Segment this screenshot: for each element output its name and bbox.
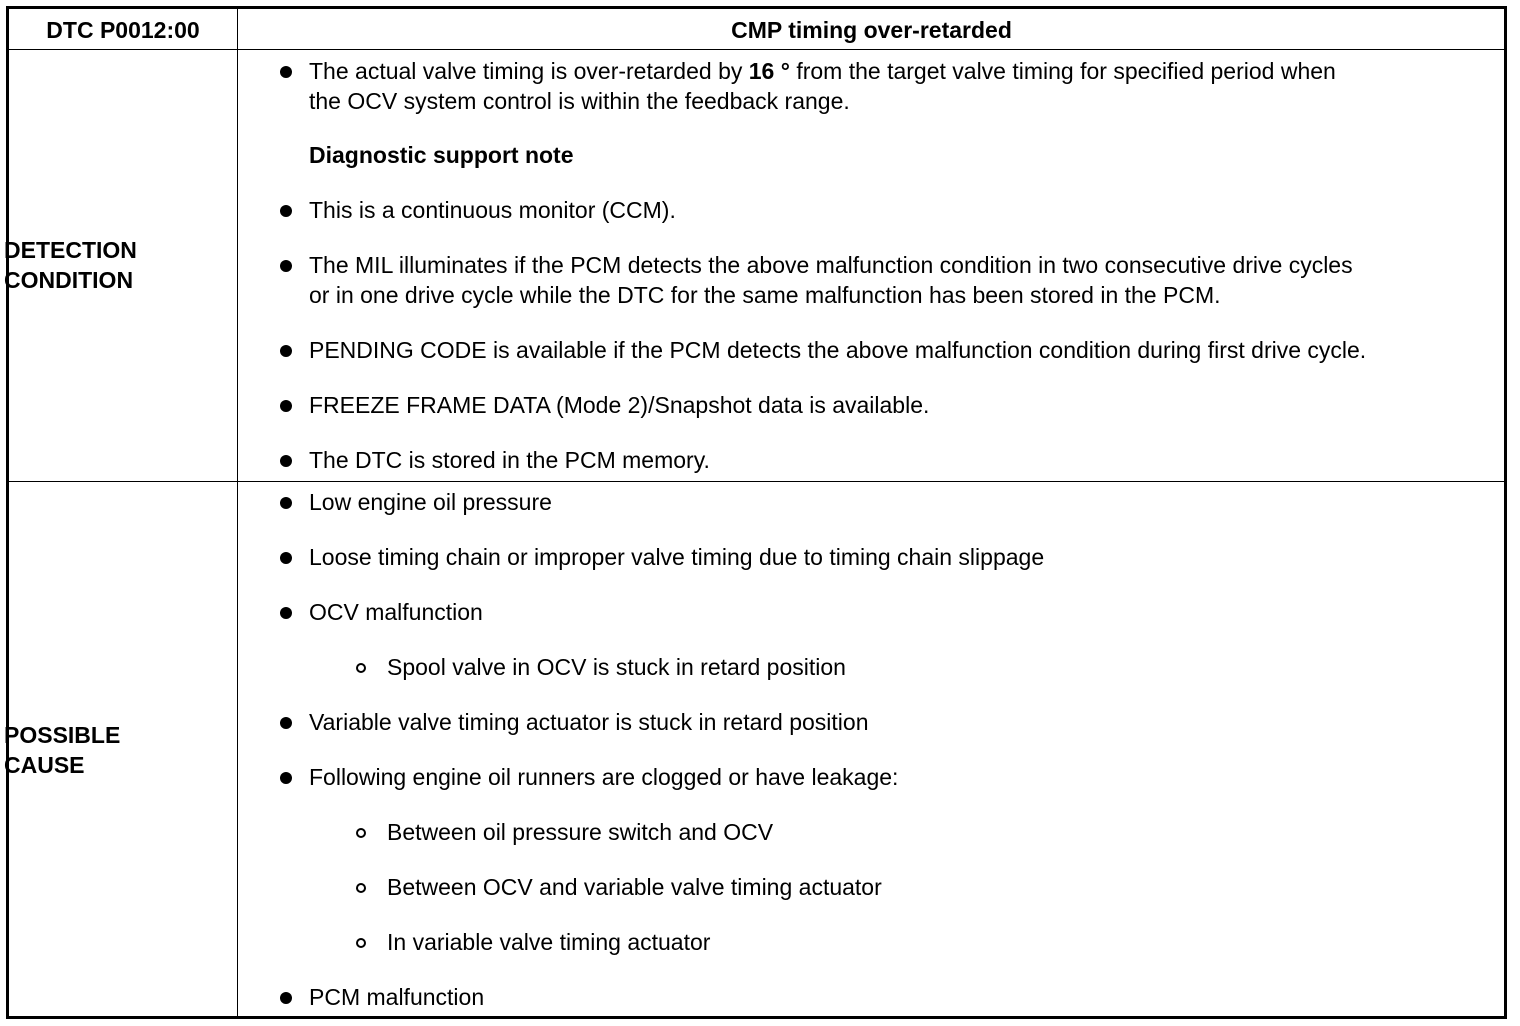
detection-item-3-line1: The MIL illuminates if the PCM detects the above malfunction condition in two consecutive drive cycles	[309, 252, 1353, 278]
cause-item-3: OCV malfunction	[309, 599, 483, 625]
detection-item-3	[309, 250, 1353, 310]
cause-item-5-sub-3: In variable valve timing actuator	[387, 929, 711, 955]
bullet-icon	[280, 992, 292, 1004]
circle-bullet-icon	[356, 663, 366, 673]
bullet-icon	[280, 772, 292, 784]
detection-condition-label	[4, 235, 226, 295]
possible-cause-label-line1: POSSIBLE	[4, 722, 121, 748]
bullet-icon	[280, 205, 292, 217]
bullet-icon	[280, 717, 292, 729]
detection-item-1-text-post: from the target valve timing for specified period when	[789, 58, 1336, 84]
possible-cause-label-line2: CAUSE	[4, 752, 85, 778]
circle-bullet-icon	[356, 828, 366, 838]
bullet-icon	[280, 345, 292, 357]
cause-item-2: Loose timing chain or improper valve timing due to timing chain slippage	[309, 544, 1045, 570]
detection-label-line1: DETECTION	[4, 237, 137, 263]
cause-item-5-sub-1: Between oil pressure switch and OCV	[387, 819, 774, 845]
bullet-icon	[280, 607, 292, 619]
possible-cause-label	[4, 720, 226, 780]
dtc-title: CMP timing over-retarded	[731, 16, 1012, 43]
cause-item-4: Variable valve timing actuator is stuck in retard position	[309, 709, 869, 735]
detection-item-3-line2: or in one drive cycle while the DTC for the same malfunction has been stored in the PCM.	[309, 282, 1221, 308]
bullet-icon	[280, 260, 292, 272]
row-divider	[9, 481, 1504, 482]
cause-item-5-sub-2: Between OCV and variable valve timing actuator	[387, 874, 882, 900]
dtc-code: DTC P0012:00	[46, 16, 200, 43]
column-divider	[237, 9, 238, 1016]
cause-item-3-sub-1: Spool valve in OCV is stuck in retard position	[387, 654, 846, 680]
detection-item-1-text-pre: The actual valve timing is over-retarded by	[309, 58, 749, 84]
circle-bullet-icon	[356, 883, 366, 893]
detection-item-2: This is a continuous monitor (CCM).	[309, 197, 676, 223]
detection-item-5: FREEZE FRAME DATA (Mode 2)/Snapshot data is available.	[309, 392, 930, 418]
dtc-table	[6, 6, 1507, 1019]
detection-label-line2: CONDITION	[4, 267, 134, 293]
retard-threshold-value: 16 °	[748, 58, 790, 84]
bullet-icon	[280, 400, 292, 412]
detection-item-4: PENDING CODE is available if the PCM detects the above malfunction condition during first drive cycle.	[309, 337, 1367, 363]
circle-bullet-icon	[356, 938, 366, 948]
diagnostic-support-note-title: Diagnostic support note	[309, 142, 574, 168]
detection-item-1	[309, 56, 1336, 116]
cause-item-1: Low engine oil pressure	[309, 489, 552, 515]
bullet-icon	[280, 552, 292, 564]
detection-item-1-line2: the OCV system control is within the feedback range.	[309, 88, 850, 114]
cause-item-5: Following engine oil runners are clogged or have leakage:	[309, 764, 899, 790]
bullet-icon	[280, 497, 292, 509]
detection-item-6: The DTC is stored in the PCM memory.	[309, 447, 710, 473]
cause-item-6: PCM malfunction	[309, 984, 485, 1010]
bullet-icon	[280, 66, 292, 78]
bullet-icon	[280, 455, 292, 467]
